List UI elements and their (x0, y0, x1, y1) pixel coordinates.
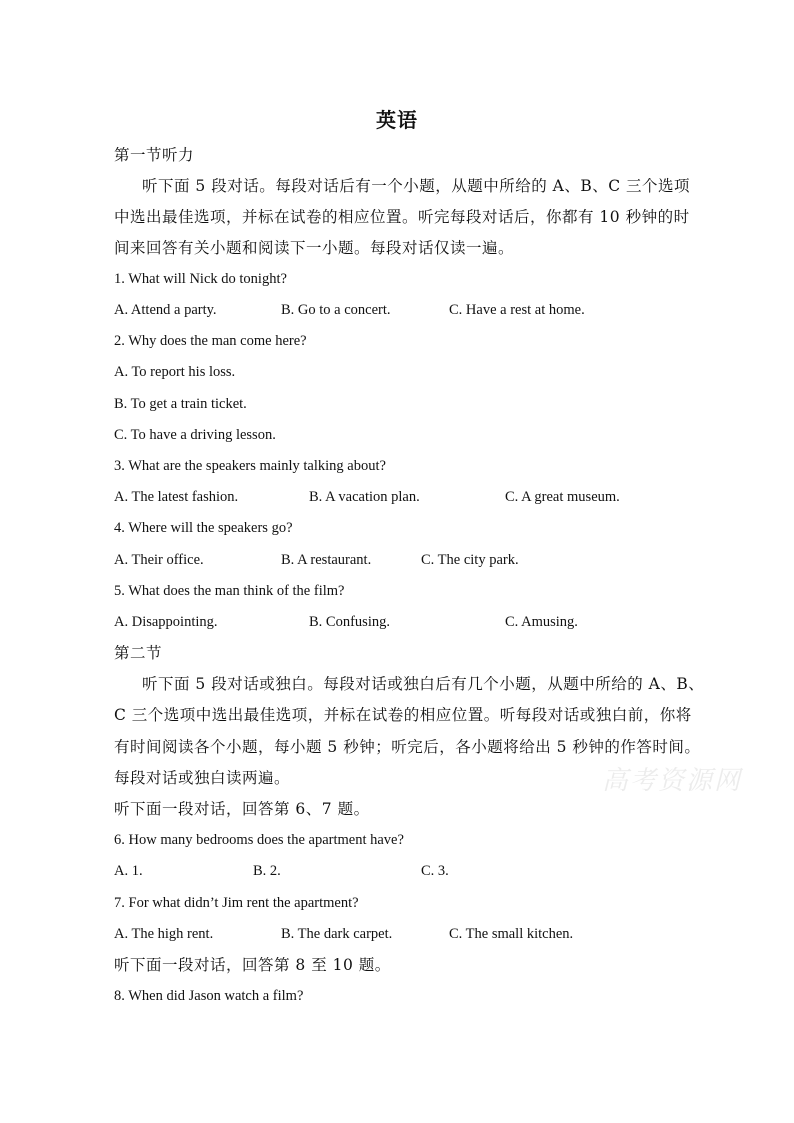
question-7-option-c: C. The small kitchen. (449, 926, 574, 942)
section1-instruction-line-2: 中选出最佳选项，并标在试卷的相应位置。听完每段对话后，你都有 10 秒钟的时 (114, 208, 690, 226)
section2-instruction-line-3: 有时间阅读各个小题，每小题 5 秒钟；听完后，各小题将给出 5 秒钟的作答时间。 (114, 738, 701, 756)
question-8-stem: 8. When did Jason watch a film? (114, 988, 304, 1004)
question-5-option-c: C. Amusing. (505, 614, 578, 630)
question-3-option-c: C. A great museum. (505, 489, 620, 505)
question-6-option-a: A. 1. (114, 863, 143, 879)
question-4-stem: 4. Where will the speakers go? (114, 520, 293, 536)
question-4-option-c: C. The city park. (421, 552, 519, 568)
question-1-stem: 1. What will Nick do tonight? (114, 271, 287, 287)
section2-heading: 第二节 (114, 644, 163, 662)
section1-instruction-line-1: 听下面 5 段对话。每段对话后有一个小题，从题中所给的 A、B、C 三个选项 (142, 177, 691, 195)
question-3-option-a: A. The latest fashion. (114, 489, 239, 505)
question-5-option-a: A. Disappointing. (114, 614, 218, 630)
question-7-option-b: B. The dark carpet. (281, 926, 393, 942)
dialog-2-instruction: 听下面一段对话，回答第 8 至 10 题。 (114, 956, 391, 974)
question-4-option-a: A. Their office. (114, 552, 204, 568)
question-6-option-c: C. 3. (421, 863, 449, 879)
question-2-option-a: A. To report his loss. (114, 364, 236, 380)
question-5-stem: 5. What does the man think of the film? (114, 583, 345, 599)
section2-instruction-line-2: C 三个选项中选出最佳选项，并标在试卷的相应位置。听每段对话或独白前，你将 (114, 706, 692, 724)
question-3-option-b: B. A vacation plan. (309, 489, 420, 505)
question-5-option-b: B. Confusing. (309, 614, 390, 630)
section2-instruction-line-1: 听下面 5 段对话或独白。每段对话或独白后有几个小题，从题中所给的 A、B、 (142, 675, 705, 693)
question-7-stem: 7. For what didn’t Jim rent the apartment? (114, 895, 359, 911)
question-2-option-c: C. To have a driving lesson. (114, 427, 276, 443)
question-6-stem: 6. How many bedrooms does the apartment have? (114, 832, 404, 848)
section1-heading: 第一节听力 (114, 146, 195, 164)
question-1-option-c: C. Have a rest at home. (449, 302, 585, 318)
section2-instruction-line-4: 每段对话或独白读两遍。 (114, 769, 291, 787)
page-title: 英语 (376, 108, 418, 132)
section1-instruction-line-3: 间来回答有关小题和阅读下一小题。每段对话仅读一遍。 (114, 239, 515, 257)
dialog-1-instruction: 听下面一段对话，回答第 6、7 题。 (114, 800, 370, 818)
question-2-option-b: B. To get a train ticket. (114, 396, 247, 412)
question-1-option-b: B. Go to a concert. (281, 302, 391, 318)
question-7-option-a: A. The high rent. (114, 926, 214, 942)
watermark: 高考资源网 (602, 766, 743, 796)
question-3-stem: 3. What are the speakers mainly talking about? (114, 458, 386, 474)
question-6-option-b: B. 2. (253, 863, 281, 879)
question-2-stem: 2. Why does the man come here? (114, 333, 307, 349)
question-1-option-a: A. Attend a party. (114, 302, 217, 318)
question-4-option-b: B. A restaurant. (281, 552, 372, 568)
